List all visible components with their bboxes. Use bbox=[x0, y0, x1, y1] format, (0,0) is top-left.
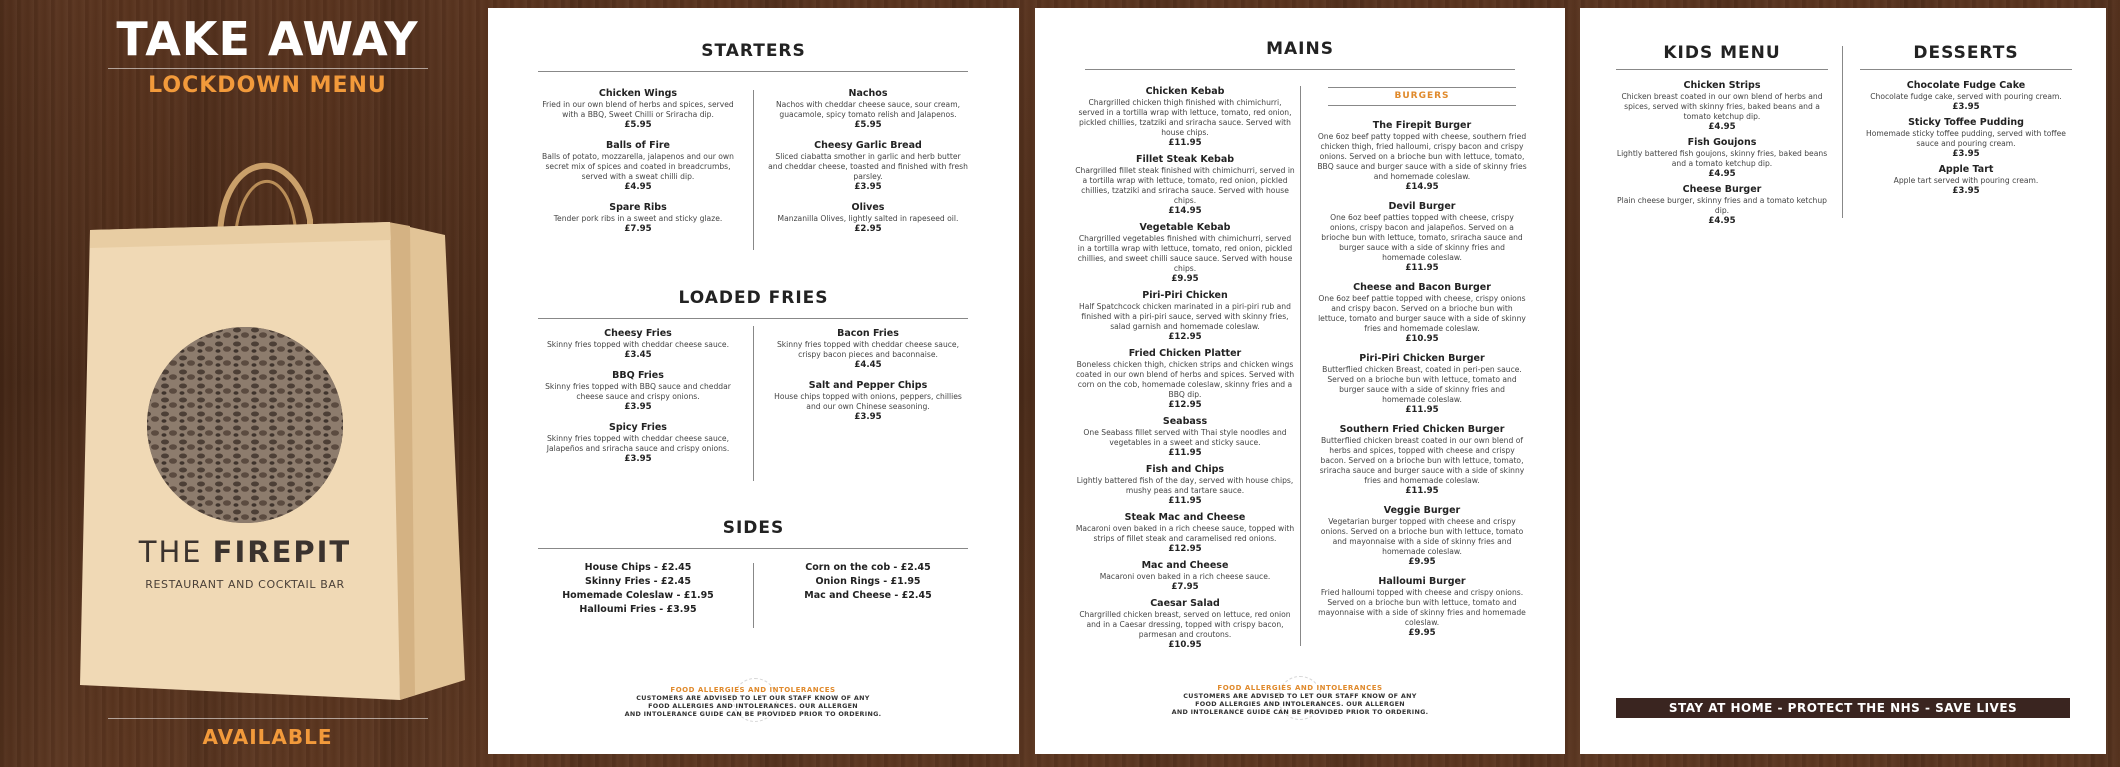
burgers-rule-bottom bbox=[1328, 105, 1516, 106]
menu-item bbox=[538, 328, 738, 361]
menu-item-name: Fish Goujons bbox=[1687, 137, 1757, 148]
menu-item-price: £9.95 bbox=[1408, 557, 1436, 567]
menu-item bbox=[1075, 560, 1295, 593]
cover-bottom-rule bbox=[108, 718, 428, 719]
menu-page-3 bbox=[1580, 8, 2106, 754]
bag-brand-light: THE bbox=[138, 535, 203, 569]
menu-item bbox=[1075, 464, 1295, 507]
cover-available: AVAILABLE bbox=[202, 725, 333, 749]
menu-item bbox=[768, 140, 968, 193]
menu-item-name: Caesar Salad bbox=[1150, 598, 1220, 609]
menu-item-price: £11.95 bbox=[1168, 448, 1202, 458]
burgers-title: BURGERS bbox=[1394, 91, 1450, 101]
menu-item-name: Southern Fried Chicken Burger bbox=[1339, 424, 1505, 435]
menu-item-description: Tender pork ribs in a sweet and sticky glaze. bbox=[553, 214, 723, 223]
menu-item-description: Lightly battered fish goujons, skinny fries, baked beans and a tomato ketchup dip. bbox=[1616, 149, 1828, 168]
allergy-line-1-2: CUSTOMERS ARE ADVISED TO LET OUR STAFF KNOW OF ANY bbox=[1183, 692, 1417, 700]
menu-item-price: £11.95 bbox=[1168, 138, 1202, 148]
menu-item-name: Chicken Wings bbox=[598, 88, 678, 99]
menu-item-price: £11.95 bbox=[1168, 496, 1202, 506]
menu-item bbox=[1075, 222, 1295, 285]
burgers-rule-top bbox=[1328, 87, 1516, 88]
cover-panel bbox=[0, 0, 488, 767]
menu-item-price: £4.95 bbox=[1708, 216, 1736, 226]
allergy-title: FOOD ALLERGIES AND INTOLERANCES bbox=[670, 686, 836, 694]
menu-item bbox=[1317, 201, 1527, 274]
menu-item-name: Halloumi Burger bbox=[1378, 576, 1466, 587]
menu-item-description: Chargrilled fillet steak finished with chimichurri, served in a tortilla wrap with lettuce, tomato, red onion, pickled chillies, tzatziki and sriracha sauce. Served with house chips. bbox=[1075, 166, 1295, 205]
menu-item bbox=[1860, 117, 2072, 160]
menu-item-description: Chargrilled vegetables finished with chimichurri, served in a tortilla wrap with lettuce, tomato, red onion, pickled chillies, and sweet chilli sauce sauce. Served with house chips. bbox=[1077, 234, 1293, 273]
menu-item-name: The Firepit Burger bbox=[1372, 120, 1472, 131]
menu-item-name: Cheese and Bacon Burger bbox=[1353, 282, 1491, 293]
menu-item-description: Sliced ciabatta smother in garlic and herb butter and cheddar cheese, toasted and finished with fresh parsley. bbox=[768, 152, 968, 181]
menu-item-price: £14.95 bbox=[1168, 206, 1202, 216]
menu-item-name: Veggie Burger bbox=[1383, 505, 1461, 516]
menu-item-price: £4.95 bbox=[1708, 122, 1736, 132]
menu-item bbox=[768, 202, 968, 235]
menu-item-description: One 6oz beef patties topped with cheese, crispy onions, crispy bacon and jalapeños. Served on a brioche bun with lettuce, tomato, sriracha sauce and burger sauce with a side of skinny fries and homemade coleslaw. bbox=[1321, 213, 1523, 262]
menu-item-price: £9.95 bbox=[1171, 274, 1199, 284]
loaded-fries-rule bbox=[538, 318, 968, 319]
menu-item bbox=[1317, 353, 1527, 416]
menu-item-price: £14.95 bbox=[1405, 182, 1439, 192]
mains-left-col bbox=[1075, 86, 1295, 656]
menu-item-description: Fried halloumi topped with cheese and crispy onions. Served on a brioche bun with lettuce, tomato and mayonnaise with a side of skinny fries and homemade coleslaw. bbox=[1318, 588, 1526, 627]
menu-item bbox=[1075, 86, 1295, 149]
menu-item-description: One Seabass fillet served with Thai style noodles and vegetables in a sweet and sticky sauce. bbox=[1083, 428, 1287, 447]
allergy-line-3-2: AND INTOLERANCE GUIDE CAN BE PROVIDED PRIOR TO ORDERING. bbox=[1171, 708, 1429, 716]
allergy-line-2-2: FOOD ALLERGIES AND INTOLERANCES. OUR ALLERGEN bbox=[1195, 700, 1405, 708]
starters-right-col bbox=[768, 88, 968, 244]
menu-item-name: Sticky Toffee Pudding bbox=[1908, 117, 2024, 128]
menu-item-description: Butterflied chicken Breast, coated in peri-pen sauce. Served on a brioche bun with lettuce, tomato and burger sauce with a side of skinny fries and homemade coleslaw. bbox=[1322, 365, 1522, 404]
sides-right-col bbox=[768, 561, 968, 603]
side-item: Mac and Cheese - £2.45 bbox=[804, 590, 932, 601]
menu-item-price: £12.95 bbox=[1168, 400, 1202, 410]
desserts-rule bbox=[1860, 69, 2072, 70]
menu-item-description: Chargrilled chicken breast, served on lettuce, red onion and in a Caesar dressing, topped with crispy bacon, parmesan and croutons. bbox=[1079, 610, 1291, 639]
menu-item bbox=[538, 88, 738, 131]
starters-left-col bbox=[538, 88, 738, 244]
menu-item-price: £11.95 bbox=[1405, 405, 1439, 415]
side-item: Skinny Fries - £2.45 bbox=[585, 576, 691, 587]
menu-item-price: £10.95 bbox=[1168, 640, 1202, 650]
menu-item-price: £3.95 bbox=[1952, 186, 1980, 196]
menu-item-price: £3.95 bbox=[1952, 102, 1980, 112]
menu-item-name: Chocolate Fudge Cake bbox=[1906, 80, 2026, 91]
menu-item-description: Skinny fries topped with BBQ sauce and cheddar cheese sauce and crispy onions. bbox=[545, 382, 731, 401]
menu-item bbox=[1075, 512, 1295, 555]
mains-title: MAINS bbox=[1266, 39, 1334, 59]
menu-item bbox=[1317, 576, 1527, 639]
menu-item-description: Butterflied chicken breast coated in our own blend of herbs and spices, topped with cheese and crispy bacon. Served on a brioche bun with lettuce, tomato, sriracha sauce and burger sauce with a side of skinny fries and homemade coleslaw. bbox=[1319, 436, 1525, 485]
menu-item-description: Macaroni oven baked in a rich cheese sauce, topped with strips of fillet steak and caramelised red onions. bbox=[1075, 524, 1295, 543]
stay-home-banner: STAY AT HOME - PROTECT THE NHS - SAVE LIVES bbox=[1616, 698, 2070, 718]
side-item: Onion Rings - £1.95 bbox=[815, 576, 921, 587]
menu-item-price: £4.95 bbox=[1708, 169, 1736, 179]
menu-item bbox=[1616, 137, 1828, 180]
menu-item bbox=[538, 422, 738, 465]
kids-menu-rule bbox=[1616, 69, 1828, 70]
menu-item-price: £12.95 bbox=[1168, 332, 1202, 342]
takeaway-bag-illustration bbox=[70, 130, 470, 710]
menu-item-description: Lightly battered fish of the day, served with house chips, mushy peas and tartare sauce. bbox=[1076, 476, 1294, 495]
menu-item-name: Cheese Burger bbox=[1682, 184, 1762, 195]
menu-item-price: £7.95 bbox=[1171, 582, 1199, 592]
menu-item-description: Nachos with cheddar cheese sauce, sour cream, guacamole, spicy tomato relish and Jalapenos. bbox=[775, 100, 961, 119]
loaded-fries-title: LOADED FRIES bbox=[678, 288, 829, 308]
menu-item-name: Steak Mac and Cheese bbox=[1124, 512, 1246, 523]
menu-item-price: £3.95 bbox=[624, 402, 652, 412]
menu-item-name: Cheesy Garlic Bread bbox=[814, 140, 922, 151]
menu-item-price: £3.95 bbox=[854, 182, 882, 192]
desserts-title: DESSERTS bbox=[1913, 43, 2019, 63]
kids-desserts-divider bbox=[1842, 46, 1843, 218]
burgers-col bbox=[1317, 120, 1527, 647]
sides-title: SIDES bbox=[722, 518, 785, 538]
allergy-line-3: AND INTOLERANCE GUIDE CAN BE PROVIDED PRIOR TO ORDERING. bbox=[624, 710, 882, 718]
menu-item-name: Bacon Fries bbox=[837, 328, 899, 339]
menu-item-price: £7.95 bbox=[624, 224, 652, 234]
desserts-col bbox=[1860, 80, 2072, 201]
menu-item-price: £4.95 bbox=[624, 182, 652, 192]
menu-item-description: Manzanilla Olives, lightly salted in rapeseed oil. bbox=[777, 214, 959, 223]
menu-item bbox=[538, 370, 738, 413]
menu-item-price: £4.45 bbox=[854, 360, 882, 370]
starters-divider bbox=[753, 90, 754, 250]
menu-item-description: House chips topped with onions, peppers, chillies and our own Chinese seasoning. bbox=[774, 392, 962, 411]
menu-item bbox=[538, 140, 738, 193]
menu-item-price: £3.95 bbox=[854, 412, 882, 422]
menu-item bbox=[538, 202, 738, 235]
menu-item-description: Skinny fries topped with cheddar cheese sauce. bbox=[546, 340, 730, 349]
menu-item-description: Skinny fries topped with cheddar cheese sauce, crispy bacon pieces and baconnaise. bbox=[776, 340, 960, 359]
menu-item-name: Vegetable Kebab bbox=[1139, 222, 1231, 233]
menu-item-name: Salt and Pepper Chips bbox=[808, 380, 928, 391]
menu-item-description: Macaroni oven baked in a rich cheese sauce. bbox=[1099, 572, 1271, 581]
menu-item-description: Chicken breast coated in our own blend of herbs and spices, served with skinny fries, baked beans and a tomato ketchup dip. bbox=[1621, 92, 1823, 121]
menu-item bbox=[768, 328, 968, 371]
menu-item-description: Vegetarian burger topped with cheese and crispy onions. Served on a brioche bun with lettuce, tomato and mayonnaise with a side of skinny fries and homemade coleslaw. bbox=[1320, 517, 1524, 556]
menu-item-price: £3.95 bbox=[624, 454, 652, 464]
menu-item bbox=[1616, 80, 1828, 133]
kids-menu-col bbox=[1616, 80, 1828, 231]
menu-item-price: £12.95 bbox=[1168, 544, 1202, 554]
menu-item-name: Spare Ribs bbox=[609, 202, 667, 213]
menu-item-name: Nachos bbox=[848, 88, 888, 99]
menu-item bbox=[768, 380, 968, 423]
mains-rule bbox=[1085, 69, 1515, 70]
sides-divider bbox=[753, 563, 754, 628]
kids-menu-title: KIDS MENU bbox=[1663, 43, 1781, 63]
menu-item-name: Spicy Fries bbox=[609, 422, 667, 433]
menu-item-description: Apple tart served with pouring cream. bbox=[1893, 176, 2039, 185]
bag-brand-bold: FIREPIT bbox=[212, 535, 352, 569]
menu-item bbox=[1317, 282, 1527, 345]
menu-item bbox=[1317, 120, 1527, 193]
bag-tagline: RESTAURANT AND COCKTAIL BAR bbox=[145, 578, 345, 591]
starters-rule bbox=[538, 71, 968, 72]
menu-item-price: £11.95 bbox=[1405, 486, 1439, 496]
menu-item-price: £5.95 bbox=[854, 120, 882, 130]
menu-item-description: Boneless chicken thigh, chicken strips and chicken wings coated in our own blend of herbs and spices. Served with corn on the cob, homemade coleslaw, skinny fries and a BBQ dip. bbox=[1075, 360, 1295, 399]
menu-item-name: BBQ Fries bbox=[612, 370, 664, 381]
menu-item-description: Homemade sticky toffee pudding, served with toffee sauce and pouring cream. bbox=[1866, 129, 2066, 148]
menu-item-name: Olives bbox=[851, 202, 885, 213]
allergy-notice-2 bbox=[1135, 684, 1465, 716]
menu-item-price: £3.45 bbox=[624, 350, 652, 360]
menu-item-description: Skinny fries topped with cheddar cheese sauce, Jalapeños and sriracha sauce and crispy onions. bbox=[546, 434, 730, 453]
menu-item bbox=[1317, 424, 1527, 497]
side-item: Homemade Coleslaw - £1.95 bbox=[562, 590, 714, 601]
menu-item-name: Cheesy Fries bbox=[604, 328, 672, 339]
loaded-fries-divider bbox=[753, 326, 754, 481]
menu-item-name: Piri-Piri Chicken Burger bbox=[1359, 353, 1485, 364]
menu-item-description: Fried in our own blend of herbs and spices, served with a BBQ, Sweet Chilli or Sriracha dip. bbox=[542, 100, 734, 119]
menu-item bbox=[1075, 416, 1295, 459]
menu-item-price: £5.95 bbox=[624, 120, 652, 130]
menu-item-price: £9.95 bbox=[1408, 628, 1436, 638]
side-item: House Chips - £2.45 bbox=[584, 562, 692, 573]
menu-item-name: Apple Tart bbox=[1938, 164, 1994, 175]
menu-item-name: Balls of Fire bbox=[606, 140, 670, 151]
menu-item-description: Chocolate fudge cake, served with pouring cream. bbox=[1870, 92, 2062, 101]
menu-item-name: Fillet Steak Kebab bbox=[1135, 154, 1235, 165]
menu-item-name: Devil Burger bbox=[1388, 201, 1456, 212]
side-item: Halloumi Fries - £3.95 bbox=[579, 604, 697, 615]
sides-left-col bbox=[538, 561, 738, 617]
menu-item-name: Mac and Cheese bbox=[1141, 560, 1229, 571]
svg-text:THEFIREPIT bbox=[138, 535, 351, 569]
menu-item bbox=[1860, 164, 2072, 197]
allergy-line-2: FOOD ALLERGIES AND INTOLERANCES. OUR ALLERGEN bbox=[648, 702, 858, 710]
loaded-fries-right-col bbox=[768, 328, 968, 432]
allergy-line-1: CUSTOMERS ARE ADVISED TO LET OUR STAFF KNOW OF ANY bbox=[636, 694, 870, 702]
menu-item-name: Chicken Kebab bbox=[1145, 86, 1225, 97]
menu-item-name: Chicken Strips bbox=[1683, 80, 1761, 91]
allergy-title-2: FOOD ALLERGIES AND INTOLERANCES bbox=[1217, 684, 1383, 692]
menu-page-2 bbox=[1035, 8, 1565, 754]
side-item: Corn on the cob - £2.45 bbox=[805, 562, 931, 573]
menu-item bbox=[1075, 598, 1295, 651]
menu-item-description: Plain cheese burger, skinny fries and a tomato ketchup dip. bbox=[1617, 196, 1827, 215]
starters-title: STARTERS bbox=[701, 41, 806, 61]
menu-item-name: Seabass bbox=[1162, 416, 1208, 427]
allergy-notice bbox=[588, 686, 918, 718]
menu-item-price: £3.95 bbox=[1952, 149, 1980, 159]
menu-item-description: One 6oz beef patty topped with cheese, southern fried chicken thigh, fried halloumi, crispy bacon and crispy onions. Served on a brioche bun with lettuce, tomato, BBQ sauce and burger sauce with a side of skinny fries and homemade coleslaw. bbox=[1317, 132, 1527, 181]
menu-item-price: £11.95 bbox=[1405, 263, 1439, 273]
menu-item bbox=[1075, 348, 1295, 411]
menu-item-description: One 6oz beef pattie topped with cheese, crispy onions and crispy bacon. Served on a brioche bun with lettuce, tomato and burger sauce with a side of skinny fries and homemade coleslaw. bbox=[1318, 294, 1526, 333]
menu-page-1 bbox=[488, 8, 1019, 754]
menu-item bbox=[768, 88, 968, 131]
menu-item-description: Chargrilled chicken thigh finished with chimichurri, served in a tortilla wrap with lettuce, tomato, red onion, pickled chillies, tzatziki and sriracha sauce. Served with house chips. bbox=[1078, 98, 1292, 137]
menu-item bbox=[1860, 80, 2072, 113]
menu-item-price: £10.95 bbox=[1405, 334, 1439, 344]
menu-item-description: Balls of potato, mozzarella, jalapenos and our own secret mix of spices and coated in breadcrumbs, served with a sweat chilli dip. bbox=[542, 152, 734, 181]
loaded-fries-left-col bbox=[538, 328, 738, 474]
menu-item-name: Fish and Chips bbox=[1145, 464, 1225, 475]
cover-title-rule bbox=[108, 68, 428, 69]
menu-item-name: Piri-Piri Chicken bbox=[1142, 290, 1228, 301]
menu-item bbox=[1075, 290, 1295, 343]
menu-item-description: Half Spatchcock chicken marinated in a piri-piri rub and finished with a piri-piri sauce, served with skinny fries, salad garnish and homemade coleslaw. bbox=[1079, 302, 1291, 331]
sides-rule bbox=[538, 548, 968, 549]
menu-item bbox=[1317, 505, 1527, 568]
cover-subtitle: LOCKDOWN MENU bbox=[148, 73, 387, 98]
menu-item bbox=[1075, 154, 1295, 217]
menu-item-price: £2.95 bbox=[854, 224, 882, 234]
menu-item-name: Fried Chicken Platter bbox=[1128, 348, 1242, 359]
mains-divider bbox=[1300, 86, 1301, 646]
cover-title: TAKE AWAY bbox=[116, 12, 419, 66]
menu-item bbox=[1616, 184, 1828, 227]
